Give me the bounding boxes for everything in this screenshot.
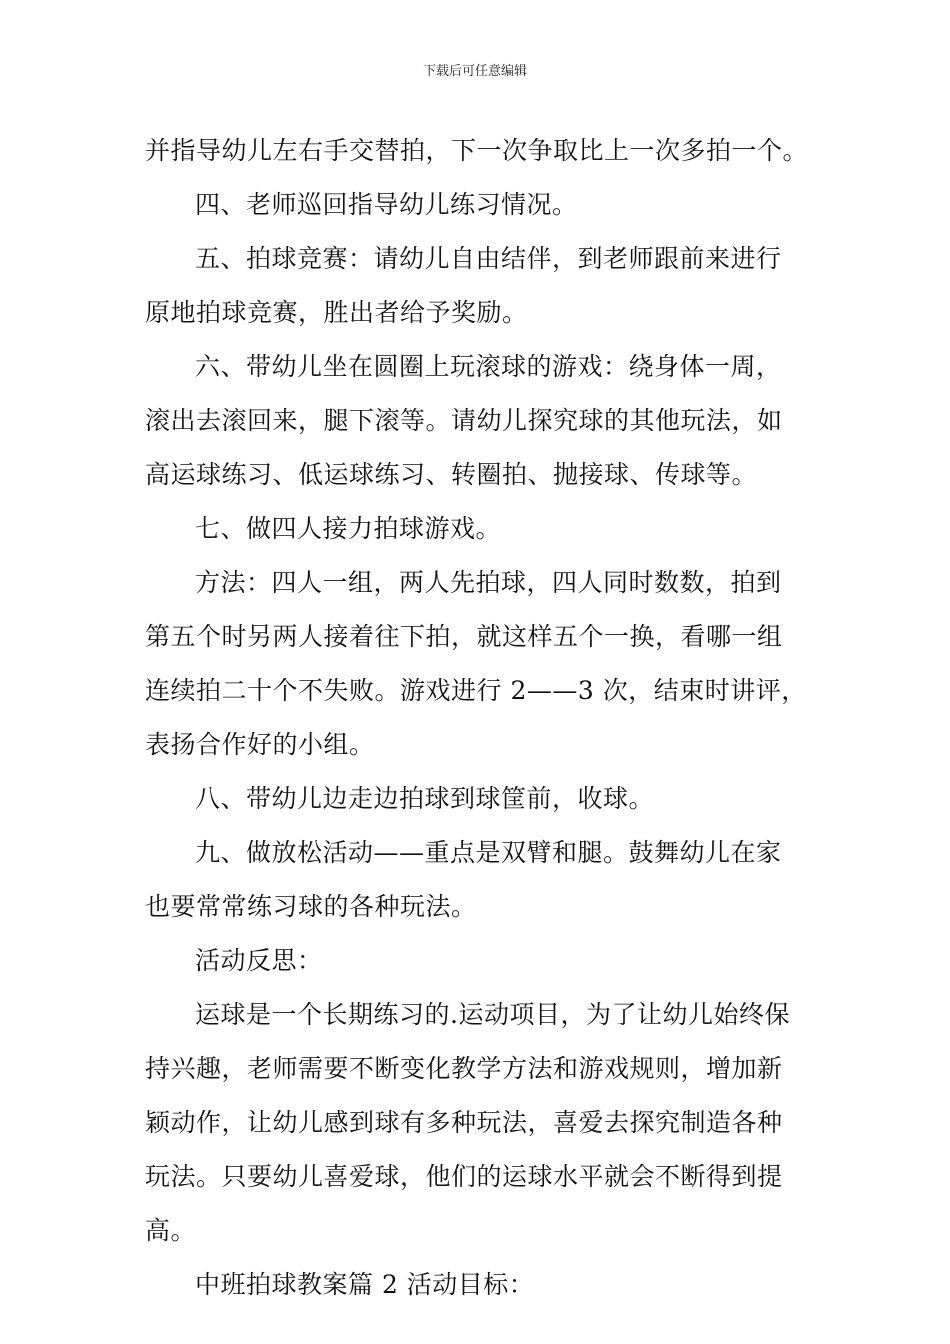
text-line: 运球是一个长期练习的.运动项目，为了让幼儿始终保 bbox=[195, 1000, 790, 1029]
text-line: 八、带幼儿边走边拍球到球筐前，收球。 bbox=[195, 784, 655, 813]
text-line: 中班拍球教案篇 2 活动目标： bbox=[195, 1270, 535, 1299]
document-body bbox=[145, 124, 813, 1312]
page-header: 下载后可任意编辑 bbox=[422, 64, 527, 79]
text-line: 玩法。只要幼儿喜爱球，他们的运球水平就会不断得到提 bbox=[145, 1162, 783, 1191]
text-line: 连续拍二十个不失败。游戏进行 2——3 次，结束时讲评， bbox=[145, 676, 807, 705]
text-line: 第五个时另两人接着往下拍，就这样五个一换，看哪一组 bbox=[145, 622, 783, 651]
text-line: 高运球练习、低运球练习、转圈拍、抛接球、传球等。 bbox=[145, 460, 758, 489]
text-line: 颖动作，让幼儿感到球有多种玩法，喜爱去探究制造各种 bbox=[145, 1108, 783, 1137]
text-line: 四、老师巡回指导幼儿练习情况。 bbox=[195, 190, 578, 219]
text-line: 并指导幼儿左右手交替拍，下一次争取比上一次多拍一个。 bbox=[145, 136, 809, 165]
text-line: 五、拍球竞赛：请幼儿自由结伴，到老师跟前来进行 bbox=[195, 244, 782, 273]
text-line: 持兴趣，老师需要不断变化教学方法和游戏规则，增加新 bbox=[145, 1054, 783, 1083]
text-line: 活动反思： bbox=[195, 946, 323, 975]
text-line: 表扬合作好的小组。 bbox=[145, 730, 375, 759]
text-line: 高。 bbox=[145, 1216, 197, 1245]
text-line: 也要常常练习球的各种玩法。 bbox=[145, 892, 477, 921]
text-line: 原地拍球竞赛，胜出者给予奖励。 bbox=[145, 298, 528, 327]
text-line: 七、做四人接力拍球游戏。 bbox=[195, 514, 502, 543]
text-line: 方法：四人一组，两人先拍球，四人同时数数，拍到 bbox=[195, 568, 782, 597]
text-line: 六、带幼儿坐在圆圈上玩滚球的游戏：绕身体一周， bbox=[195, 352, 782, 381]
text-line: 滚出去滚回来，腿下滚等。请幼儿探究球的其他玩法，如 bbox=[145, 406, 783, 435]
text-line: 九、做放松活动——重点是双臂和腿。鼓舞幼儿在家 bbox=[195, 838, 782, 867]
